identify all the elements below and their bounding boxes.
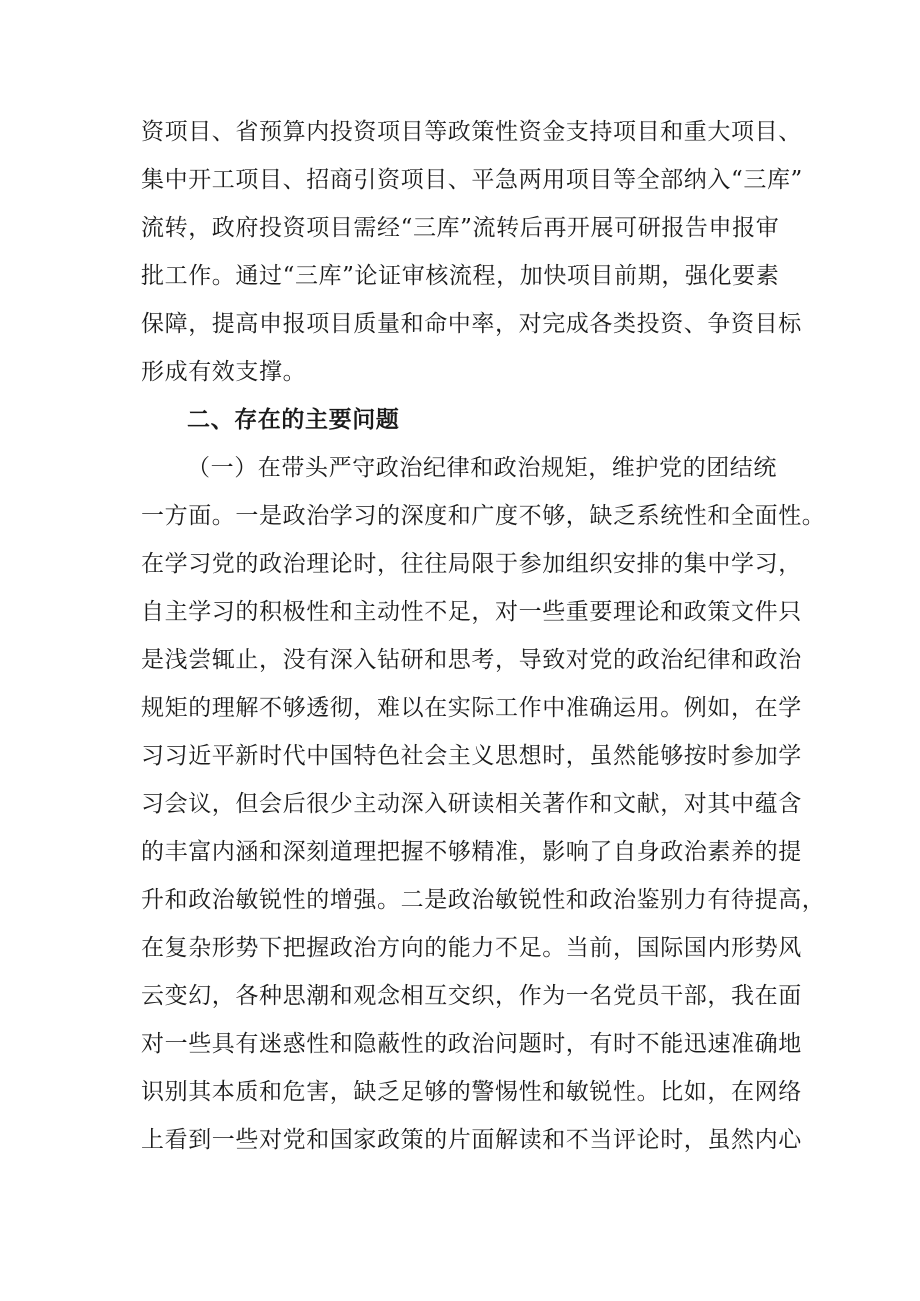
document-body (141, 108, 826, 1164)
text-line: 云变幻，各种思潮和观念相互交织，作为一名党员干部，我在面 (141, 983, 802, 1009)
text-line: 对一些具有迷惑性和隐蔽性的政治问题时，有时不能迅速准确地 (141, 1031, 802, 1057)
text-line: 习习近平新时代中国特色社会主义思想时，虽然能够按时参加学 (141, 743, 802, 769)
text-line: 集中开工项目、招商引资项目、平急两用项目等全部纳入“三库” (141, 167, 803, 193)
text-line: 是浅尝辄止，没有深入钻研和思考，导致对党的政治纪律和政治 (141, 647, 802, 673)
text-line: 上看到一些对党和国家政策的片面解读和不当评论时，虽然内心 (141, 1127, 802, 1153)
paragraph-first-line: （一）在带头严守政治纪律和政治规矩，维护党的团结统 (187, 455, 777, 481)
text-line: 在复杂形势下把握政治方向的能力不足。当前，国际国内形势风 (141, 935, 802, 961)
text-line: 流转，政府投资项目需经“三库”流转后再开展可研报告申报审 (141, 215, 780, 241)
text-line: 的丰富内涵和深刻道理把握不够精准，影响了自身政治素养的提 (141, 839, 802, 865)
text-line: 规矩的理解不够透彻，难以在实际工作中准确运用。例如，在学 (141, 695, 802, 721)
text-line: 保障，提高申报项目质量和命中率，对完成各类投资、争资目标 (141, 311, 802, 337)
section-heading: 二、存在的主要问题 (187, 407, 400, 433)
text-line: 习会议，但会后很少主动深入研读相关著作和文献，对其中蕴含 (141, 791, 802, 817)
text-line: 升和政治敏锐性的增强。二是政治敏锐性和政治鉴别力有待提高， (141, 887, 826, 913)
text-line: 自主学习的积极性和主动性不足，对一些重要理论和政策文件只 (141, 599, 802, 625)
text-line: 在学习党的政治理论时，往往局限于参加组织安排的集中学习， (141, 551, 802, 577)
text-line: 识别其本质和危害，缺乏足够的警惕性和敏锐性。比如，在网络 (141, 1079, 802, 1105)
text-line: 批工作。通过“三库”论证审核流程，加快项目前期，强化要素 (141, 263, 780, 289)
text-line: 形成有效支撑。 (141, 359, 307, 385)
text-line: 一方面。一是政治学习的深度和广度不够，缺乏系统性和全面性。 (141, 503, 826, 529)
text-line: 资项目、省预算内投资项目等政策性资金支持项目和重大项目、 (141, 119, 802, 145)
